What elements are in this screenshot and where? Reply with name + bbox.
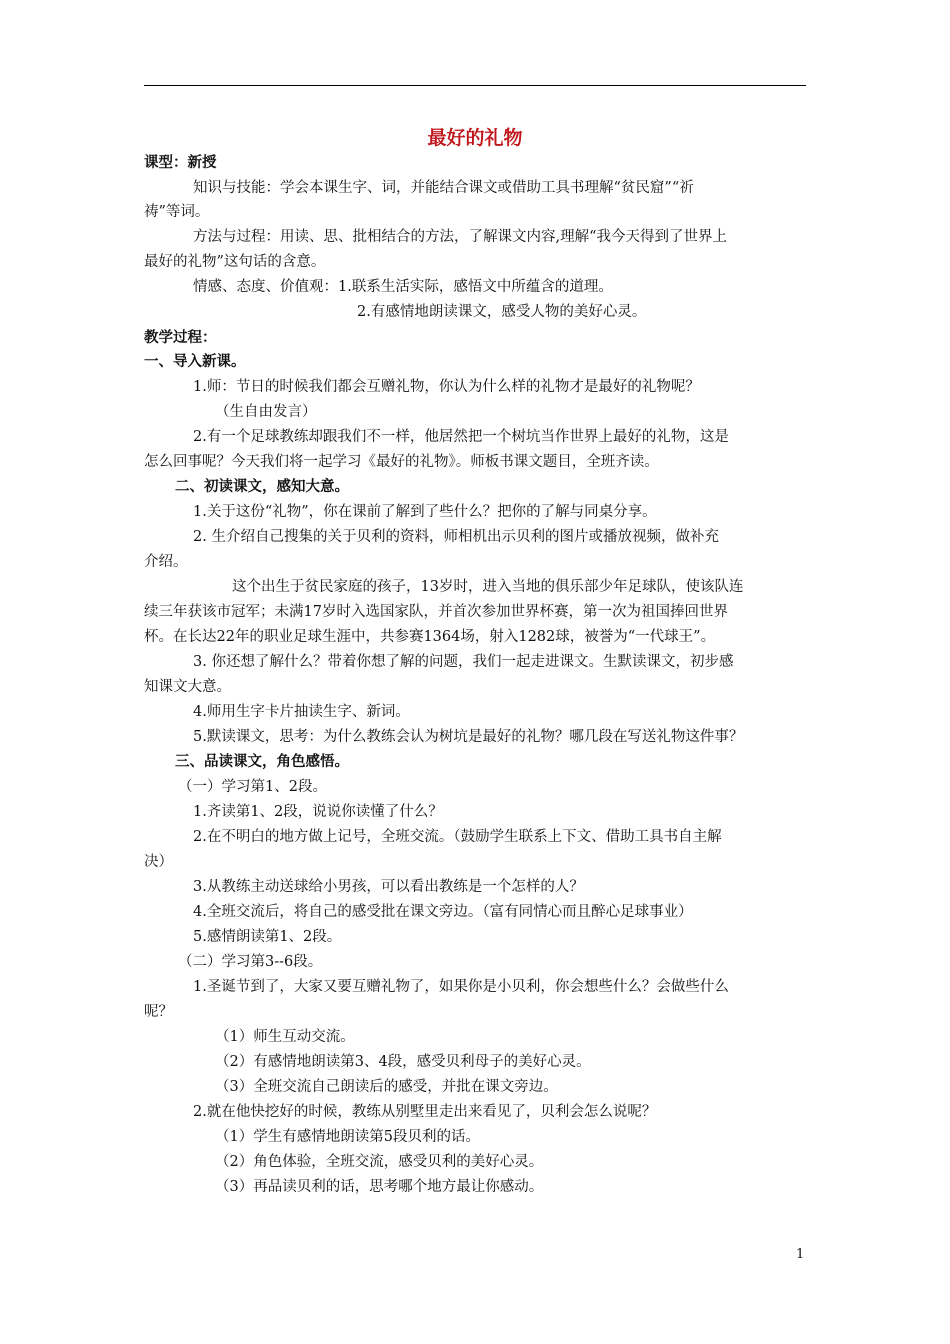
text-line: （3）全班交流自己朗读后的感受，并批在课文旁边。 xyxy=(215,1079,558,1095)
text-line: 4.全班交流后，将自己的感受批在课文旁边。（富有同情心而且醉心足球事业） xyxy=(193,904,693,920)
text-line: 3. 你还想了解什么？带着你想了解的问题，我们一起走进课文。生默读课文，初步感 xyxy=(193,654,734,670)
text-line: （生自由发言） xyxy=(215,404,317,420)
text-line: 课型：新授 xyxy=(144,154,217,171)
text-line: 二、初读课文，感知大意。 xyxy=(175,478,349,495)
text-line: 2.就在他快挖好的时候，教练从别墅里走出来看见了，贝利会怎么说呢？ xyxy=(193,1104,657,1120)
text-line: （二）学习第3--6段。 xyxy=(178,954,323,970)
text-line: （1）师生互动交流。 xyxy=(215,1029,355,1045)
text-line: 方法与过程：用读、思、批相结合的方法，了解课文内容,理解“我今天得到了世界上 xyxy=(193,229,728,245)
text-line: 呢？ xyxy=(144,1004,173,1020)
text-line: 知课文大意。 xyxy=(144,679,231,695)
text-line: 1.圣诞节到了，大家又要互赠礼物了，如果你是小贝利，你会想些什么？会做些什么 xyxy=(193,979,729,995)
header-rule xyxy=(144,85,806,86)
text-line: 知识与技能：学会本课生字、词，并能结合课文或借助工具书理解“贫民窟”“祈 xyxy=(193,180,694,196)
text-line: 一、导入新课。 xyxy=(144,353,246,370)
text-line: 这个出生于贫民家庭的孩子，13岁时，进入当地的俱乐部少年足球队，使该队连 xyxy=(232,579,744,595)
text-line: 2.有感情地朗读课文，感受人物的美好心灵。 xyxy=(357,304,647,320)
text-line: 1.师：节日的时候我们都会互赠礼物，你认为什么样的礼物才是最好的礼物呢？ xyxy=(193,379,700,395)
text-line: 5.感情朗读第1、2段。 xyxy=(193,929,342,945)
text-line: 怎么回事呢？今天我们将一起学习《最好的礼物》。师板书课文题目，全班齐读。 xyxy=(144,454,659,470)
text-line: （3）再品读贝利的话，思考哪个地方最让你感动。 xyxy=(215,1179,544,1195)
text-line: 3.从教练主动送球给小男孩，可以看出教练是一个怎样的人？ xyxy=(193,879,584,895)
text-line: 1.关于这份“礼物”，你在课前了解到了些什么？把你的了解与同桌分享。 xyxy=(193,504,657,520)
text-line: 2. 生介绍自己搜集的关于贝利的资料，师相机出示贝利的图片或播放视频，做补充 xyxy=(193,529,719,545)
text-line: 续三年获该市冠军；未满17岁时入选国家队，并首次参加世界杯赛，第一次为祖国捧回世界 xyxy=(144,604,728,620)
text-line: 三、品读课文，角色感悟。 xyxy=(175,753,349,770)
text-line: 杯。在长达22年的职业足球生涯中，共参赛1364场，射入1282球，被誉为“一代球王”。 xyxy=(144,629,716,645)
text-line: 2.在不明白的地方做上记号，全班交流。（鼓励学生联系上下文、借助工具书自主解 xyxy=(193,829,722,845)
text-line: 1.齐读第1、2段，说说你读懂了什么？ xyxy=(193,804,443,820)
text-line: 情感、态度、价值观：1.联系生活实际，感悟文中所蕴含的道理。 xyxy=(193,279,613,295)
text-line: 最好的礼物”这句话的含意。 xyxy=(144,254,326,270)
document-title: 最好的礼物 xyxy=(427,127,523,149)
text-line: 教学过程： xyxy=(144,329,217,346)
page-number: 1 xyxy=(796,1247,805,1262)
text-line: 介绍。 xyxy=(144,554,188,570)
text-line: 5.默读课文，思考：为什么教练会认为树坑是最好的礼物？哪几段在写送礼物这件事？ xyxy=(193,729,744,745)
text-line: （一）学习第1、2段。 xyxy=(178,779,327,795)
text-line: 决） xyxy=(144,854,173,870)
text-line: 2.有一个足球教练却跟我们不一样，他居然把一个树坑当作世界上最好的礼物，这是 xyxy=(193,429,729,445)
text-line: （2）角色体验，全班交流，感受贝利的美好心灵。 xyxy=(215,1154,544,1170)
text-line: 4.师用生字卡片抽读生字、新词。 xyxy=(193,704,410,720)
text-line: （1）学生有感情地朗读第5段贝利的话。 xyxy=(215,1129,480,1145)
text-line: 祷”等词。 xyxy=(144,204,210,220)
text-line: （2）有感情地朗读第3、4段，感受贝利母子的美好心灵。 xyxy=(215,1054,591,1070)
